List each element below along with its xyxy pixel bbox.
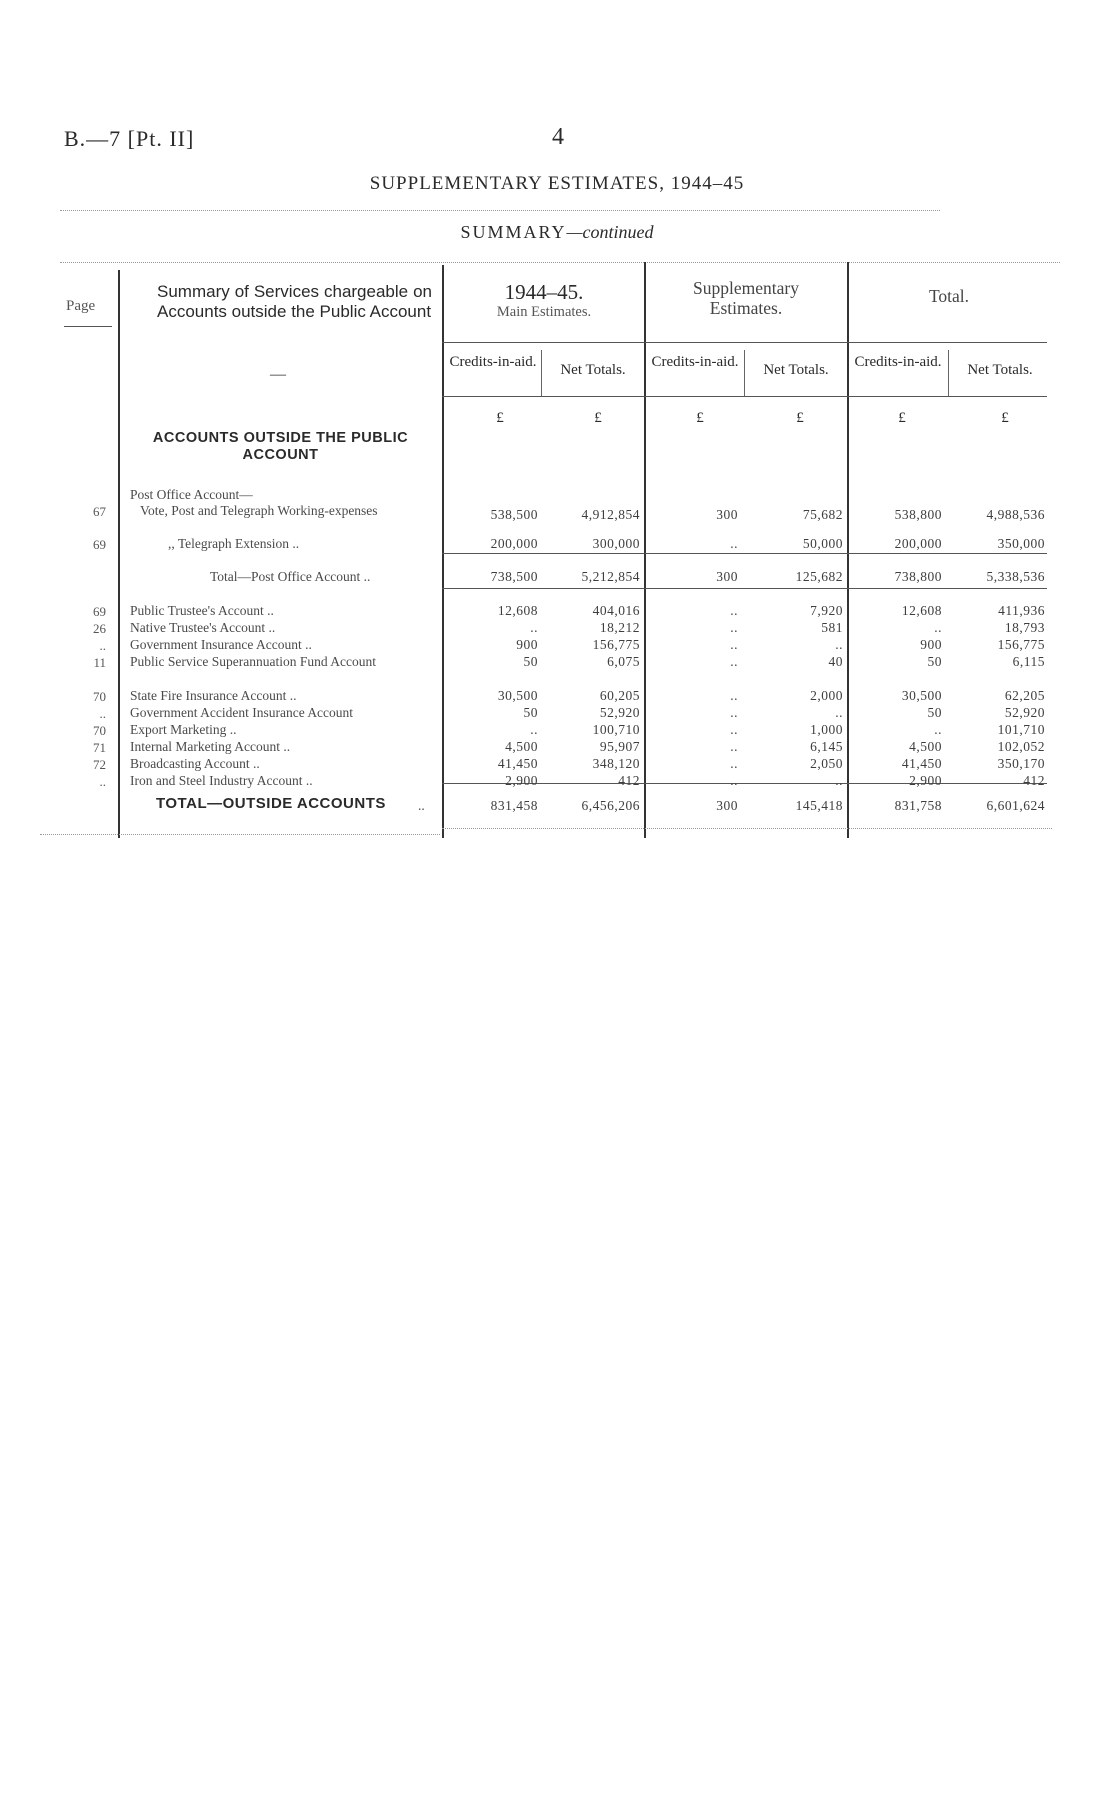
sub-divider-3 (948, 350, 949, 396)
supp-credits-header: Credits-in-aid. (651, 354, 739, 370)
row-value: 2,900 (909, 773, 942, 788)
row-value: 5,338,536 (986, 569, 1045, 584)
row-value: .. (730, 722, 738, 737)
row-page-ref: .. (99, 706, 106, 721)
row-value: .. (730, 705, 738, 720)
row-value: 538,800 (894, 507, 942, 522)
row-description: Internal Marketing Account .. (130, 739, 291, 754)
subtotal-rule-bottom (442, 588, 1047, 589)
row-value: 50,000 (802, 536, 843, 551)
main-estimates-label: Main Estimates. (496, 304, 592, 321)
row-value: 2,000 (810, 688, 843, 703)
grand-total-label (156, 795, 386, 812)
row-value: 581 (821, 620, 843, 635)
total-credits-header: Credits-in-aid. (854, 354, 942, 370)
row-value: 4,500 (505, 739, 538, 754)
page-column-header: Page (66, 298, 96, 314)
row-value: 102,052 (997, 739, 1045, 754)
currency-symbol: £ (796, 410, 804, 426)
services-column-header: Summary of Services chargeable on Accounts outside the Public Account (157, 282, 432, 322)
total-net-header: Net Totals. (967, 362, 1033, 378)
group-header-rule (442, 342, 1047, 343)
row-value: 52,920 (599, 705, 640, 720)
row-value: .. (530, 620, 538, 635)
row-value: 200,000 (894, 536, 942, 551)
sub-header-rule (442, 396, 1047, 397)
row-value: 41,450 (497, 756, 538, 771)
row-value: 348,120 (592, 756, 640, 771)
row-value: 200,000 (490, 536, 538, 551)
row-value: 4,500 (909, 739, 942, 754)
row-value: 50 (523, 654, 538, 669)
sub-divider-2 (744, 350, 745, 396)
row-value: 101,710 (997, 722, 1045, 737)
page-title: SUPPLEMENTARY ESTIMATES, 1944–45 (369, 173, 745, 194)
row-description: Vote, Post and Telegraph Working-expenses (140, 503, 378, 518)
row-value: .. (730, 536, 738, 551)
row-value: .. (730, 773, 738, 788)
row-page-ref: 67 (93, 504, 106, 519)
row-value: .. (730, 637, 738, 652)
currency-symbol: £ (898, 410, 906, 426)
page-number: 4 (552, 124, 564, 150)
row-page-ref: 69 (93, 537, 106, 552)
row-value: 350,000 (997, 536, 1045, 551)
section-title: ACCOUNTS OUTSIDE THE PUBLIC ACCOUNT (152, 430, 409, 464)
grand-total-value: 831,458 (490, 798, 538, 813)
row-page-ref: 71 (93, 740, 106, 755)
row-page-ref: 26 (93, 621, 106, 636)
main-credits-header: Credits-in-aid. (449, 354, 537, 370)
grand-total-value: 145,418 (795, 798, 843, 813)
row-value: .. (835, 773, 843, 788)
currency-symbol: £ (496, 410, 504, 426)
row-page-ref: 11 (93, 655, 106, 670)
title-rule (60, 210, 940, 211)
page-column-divider (118, 270, 120, 838)
row-value: .. (730, 654, 738, 669)
row-value: .. (730, 603, 738, 618)
row-page-ref: .. (99, 774, 106, 789)
row-value: 538,500 (490, 507, 538, 522)
row-value: .. (934, 620, 942, 635)
supplementary-header (648, 278, 844, 318)
row-value: 404,016 (592, 603, 640, 618)
row-description: Export Marketing .. (130, 722, 237, 737)
table-bottom-rule-right (442, 828, 1052, 829)
main-net-header: Net Totals. (560, 362, 626, 378)
row-page-ref: .. (99, 638, 106, 653)
row-value: 18,793 (1004, 620, 1045, 635)
row-value: .. (530, 722, 538, 737)
row-value: .. (730, 756, 738, 771)
grand-total-value: 6,601,624 (986, 798, 1045, 813)
row-value: 50 (523, 705, 538, 720)
row-value: 40 (828, 654, 843, 669)
row-value: 12,608 (497, 603, 538, 618)
row-description: Native Trustee's Account .. (130, 620, 276, 635)
page-header-rule (64, 326, 112, 327)
row-description: State Fire Insurance Account .. (130, 688, 297, 703)
currency-symbol: £ (594, 410, 602, 426)
main-estimates-header (446, 280, 642, 321)
row-value: 5,212,854 (581, 569, 640, 584)
row-value: 900 (516, 637, 538, 652)
row-page-ref: 70 (93, 689, 106, 704)
currency-symbol: £ (696, 410, 704, 426)
row-value: 738,800 (894, 569, 942, 584)
row-page-ref: 70 (93, 723, 106, 738)
row-value: 12,608 (901, 603, 942, 618)
row-value: 100,710 (592, 722, 640, 737)
row-description: Public Service Superannuation Fund Account (130, 654, 376, 669)
row-value: 125,682 (795, 569, 843, 584)
row-value: .. (934, 722, 942, 737)
grand-total-value: 6,456,206 (581, 798, 640, 813)
row-value: 7,920 (810, 603, 843, 618)
subtotal-rule-top (442, 553, 1047, 554)
row-value: 30,500 (901, 688, 942, 703)
row-value: 300,000 (592, 536, 640, 551)
row-description: Government Accident Insurance Account (130, 705, 354, 720)
row-value: .. (730, 688, 738, 703)
sub-divider-1 (541, 350, 542, 396)
table-bottom-rule (40, 834, 440, 835)
row-value: 95,907 (599, 739, 640, 754)
row-description: Total—Post Office Account .. (210, 569, 371, 584)
supplementary-sub: Estimates. (709, 298, 783, 319)
row-page-ref: 72 (93, 757, 106, 772)
row-value: 156,775 (997, 637, 1045, 652)
row-value: 41,450 (901, 756, 942, 771)
summary-heading (0, 222, 1114, 243)
row-value: 75,682 (802, 507, 843, 522)
row-value: 62,205 (1004, 688, 1045, 703)
row-value: 60,205 (599, 688, 640, 703)
row-value: 2,050 (810, 756, 843, 771)
row-value: 412 (618, 773, 640, 788)
row-value: 300 (716, 507, 738, 522)
row-value: 18,212 (599, 620, 640, 635)
row-description: ,, Telegraph Extension .. (168, 536, 300, 551)
supplementary-title: Supplementary (693, 278, 799, 298)
row-description: Broadcasting Account .. (130, 756, 260, 771)
row-value: 50 (927, 654, 942, 669)
table-top-rule (60, 262, 1060, 263)
row-description: Public Trustee's Account .. (130, 603, 274, 618)
row-value: 900 (920, 637, 942, 652)
supp-net-header: Net Totals. (763, 362, 829, 378)
summary-label: SUMMARY (460, 222, 567, 242)
post-office-heading: Post Office Account— (130, 487, 253, 502)
row-value: 350,170 (997, 756, 1045, 771)
document-reference: B.—7 [Pt. II] (64, 126, 195, 151)
row-value: 4,988,536 (986, 507, 1045, 522)
grand-total-dots: .. (418, 798, 425, 813)
grand-total-value: 831,758 (894, 798, 942, 813)
row-value: 1,000 (810, 722, 843, 737)
row-value: 738,500 (490, 569, 538, 584)
main-estimates-year: 1944–45. (504, 280, 584, 304)
row-value: 156,775 (592, 637, 640, 652)
row-value: 4,912,854 (581, 507, 640, 522)
continued-label: —continued (566, 222, 654, 242)
currency-symbol: £ (1001, 410, 1009, 426)
row-value: 30,500 (497, 688, 538, 703)
row-value: 6,075 (607, 654, 640, 669)
row-value: 411,936 (998, 603, 1045, 618)
row-value: .. (835, 705, 843, 720)
row-value: 6,115 (1012, 654, 1045, 669)
row-description: Government Insurance Account .. (130, 637, 312, 652)
total-header: Total. (928, 286, 970, 306)
row-value: .. (835, 637, 843, 652)
grand-total-value: 300 (716, 798, 738, 813)
grand-total-text: TOTAL—OUTSIDE ACCOUNTS (156, 795, 386, 812)
row-value: 6,145 (810, 739, 843, 754)
row-value: 52,920 (1004, 705, 1045, 720)
row-page-ref: 69 (93, 604, 106, 619)
row-value: .. (730, 739, 738, 754)
row-value: 2,900 (505, 773, 538, 788)
row-value: 300 (716, 569, 738, 584)
row-value: 412 (1023, 773, 1045, 788)
row-value: 50 (927, 705, 942, 720)
services-subheader: — (270, 366, 286, 383)
row-description: Iron and Steel Industry Account .. (130, 773, 313, 788)
row-value: .. (730, 620, 738, 635)
